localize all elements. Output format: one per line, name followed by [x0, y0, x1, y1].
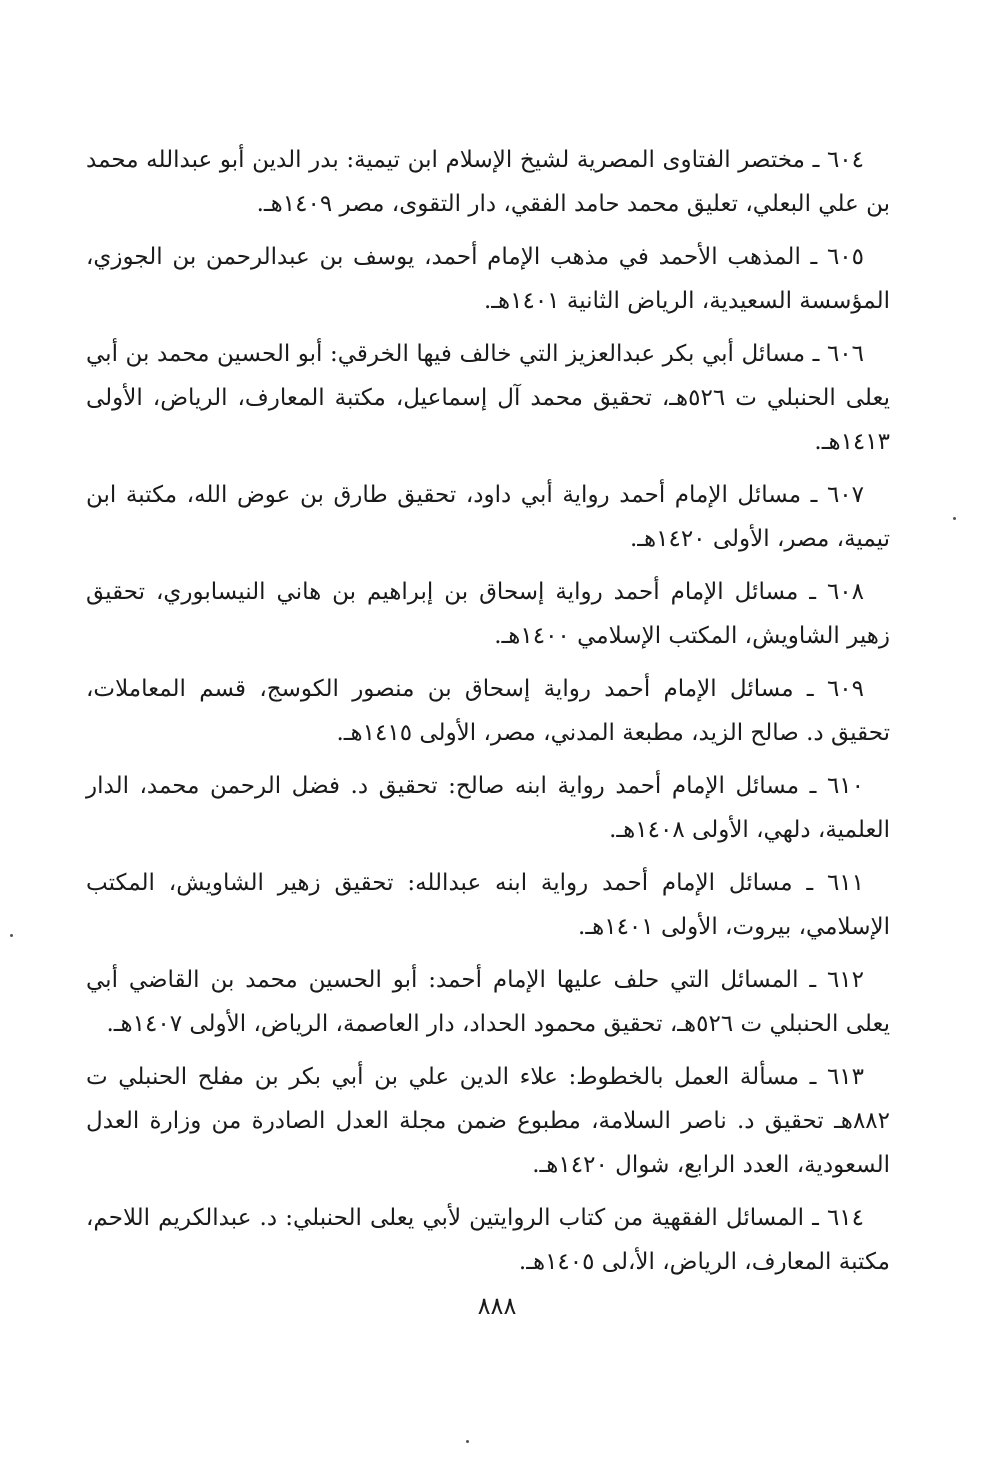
page-number: ٨٨٨ — [477, 1292, 517, 1320]
bibliography-entry-614: ٦١٤ ـ المسائل الفقهية من كتاب الروايتين لأبي يعلى الحنبلي: د. عبدالكريم اللاحم، مكتبة المعارف، الرياض، الأ،لى ١٤٠٥هـ. — [86, 1205, 890, 1275]
bibliography-entry-610: ٦١٠ ـ مسائل الإمام أحمد رواية ابنه صالح: تحقيق د. فضل الرحمن محمد، الدار العلمية، دلهي، الأولى ١٤٠٨هـ. — [86, 773, 890, 843]
bibliography-list — [86, 138, 890, 1293]
scan-speck — [10, 934, 13, 937]
scan-speck — [466, 1440, 469, 1443]
scan-speck — [953, 517, 956, 520]
bibliography-entry-608: ٦٠٨ ـ مسائل الإمام أحمد رواية إسحاق بن إبراهيم بن هاني النيسابوري، تحقيق زهير الشاويش، المكتب الإسلامي ١٤٠٠هـ. — [86, 579, 890, 649]
bibliography-entry-609: ٦٠٩ ـ مسائل الإمام أحمد رواية إسحاق بن منصور الكوسج، قسم المعاملات، تحقيق د. صالح الزيد، مطبعة المدني، مصر، الأولى ١٤١٥هـ. — [86, 676, 890, 746]
bibliography-entry-605: ٦٠٥ ـ المذهب الأحمد في مذهب الإمام أحمد، يوسف بن عبدالرحمن بن الجوزي، المؤسسة السعيدية، الرياض الثانية ١٤٠١هـ. — [86, 244, 890, 314]
bibliography-entry-611: ٦١١ ـ مسائل الإمام أحمد رواية ابنه عبدالله: تحقيق زهير الشاويش، المكتب الإسلامي، بيروت، الأولى ١٤٠١هـ. — [86, 870, 890, 940]
bibliography-entry-607: ٦٠٧ ـ مسائل الإمام أحمد رواية أبي داود، تحقيق طارق بن عوض الله، مكتبة ابن تيمية، مصر، الأولى ١٤٢٠هـ. — [86, 482, 890, 552]
bibliography-entry-606: ٦٠٦ ـ مسائل أبي بكر عبدالعزيز التي خالف فيها الخرقي: أبو الحسين محمد بن أبي يعلى الحنبلي ت ٥٢٦هـ، تحقيق محمد آل إسماعيل، مكتبة المعارف، الرياض، الأولى ١٤١٣هـ. — [86, 341, 890, 455]
bibliography-entry-604: ٦٠٤ ـ مختصر الفتاوى المصرية لشيخ الإسلام ابن تيمية: بدر الدين أبو عبدالله محمد بن علي البعلي، تعليق محمد حامد الفقي، دار التقوى، مصر ١٤٠٩هـ. — [86, 147, 890, 217]
bibliography-entry-613: ٦١٣ ـ مسألة العمل بالخطوط: علاء الدين علي بن أبي بكر بن مفلح الحنبلي ت ٨٨٢هـ تحقيق د. ناصر السلامة، مطبوع ضمن مجلة العدل الصادرة من وزارة العدل السعودية، العدد الرابع، شوال ١٤٢٠هـ. — [86, 1064, 890, 1178]
bibliography-entry-612: ٦١٢ ـ المسائل التي حلف عليها الإمام أحمد: أبو الحسين محمد بن القاضي أبي يعلى الحنبلي ت ٥٢٦هـ، تحقيق محمود الحداد، دار العاصمة، الرياض، الأولى ١٤٠٧هـ. — [86, 967, 890, 1037]
